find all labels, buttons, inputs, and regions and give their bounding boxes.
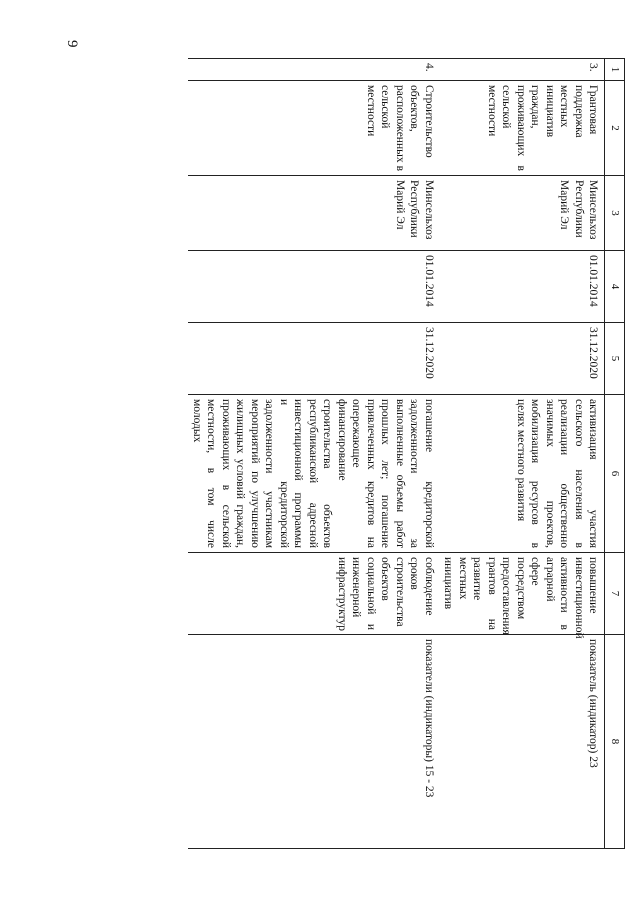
indicators: показатель (индикатор) 23 — [440, 635, 605, 849]
header-col-7: 7 — [605, 553, 625, 635]
executor: Минсельхоз Республики Марий Эл — [189, 176, 441, 251]
indicators: показатели (индикаторы) 15 - 23 — [189, 635, 441, 849]
table-row — [440, 59, 605, 849]
end-date: 31.12.2020 — [440, 323, 605, 395]
end-date: 31.12.2020 — [189, 323, 441, 395]
rotated-table-frame — [105, 58, 625, 848]
table-row — [189, 59, 441, 849]
page-number: 9 — [64, 40, 80, 48]
header-col-5: 5 — [605, 323, 625, 395]
header-col-1: 1 — [605, 59, 625, 81]
row-number: 4. — [189, 59, 441, 81]
expected-result: соблюдение сроков строительства объектов социальной и инженерной инфраструктур — [189, 553, 441, 635]
header-col-2: 2 — [605, 81, 625, 176]
header-col-4: 4 — [605, 251, 625, 323]
activities: погашение кредиторской задолженности за выполненные объемы работ прошлых лет; погашение привлеченных кредитов на опережающее финансирование строительства объектов республиканской адресной инвестиционной программы и кредиторской задолженности участникам мероприятий по улучшению жилищных условий граждан, проживающих в сельской местности, в том числе молодых — [189, 395, 441, 553]
start-date: 01.01.2014 — [189, 251, 441, 323]
measure-name: Грантовая поддержка местных инициатив граждан, проживающих в сельской местности — [440, 81, 605, 176]
header-row — [605, 59, 625, 849]
row-number: 3. — [440, 59, 605, 81]
header-col-3: 3 — [605, 176, 625, 251]
expected-result: повышение инвестиционной активности в аграрной сфере посредством предоставления грантов на развитие местных инициатив — [440, 553, 605, 635]
start-date: 01.01.2014 — [440, 251, 605, 323]
header-col-8: 8 — [605, 635, 625, 849]
program-measures-table — [189, 58, 626, 849]
measure-name: Строительство объектов, расположенных в сельской местности — [189, 81, 441, 176]
executor: Минсельхоз Республики Марий Эл — [440, 176, 605, 251]
activities: активизация участия сельского населения в реализации общественно значимых проектов, мобилизация ресурсов в целях местного развития — [440, 395, 605, 553]
header-col-6: 6 — [605, 395, 625, 553]
